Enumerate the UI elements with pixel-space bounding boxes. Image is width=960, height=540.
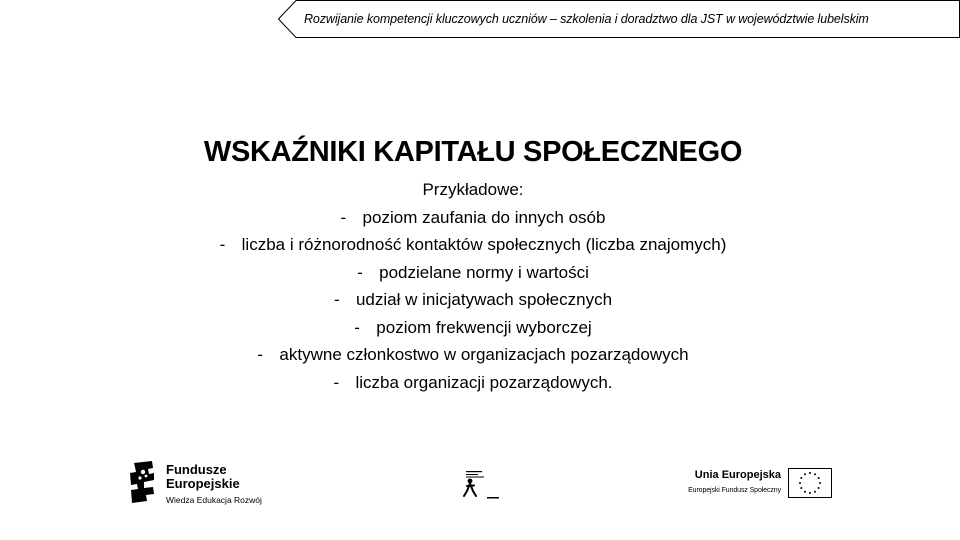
fe-name-line1: Fundusze <box>166 462 227 477</box>
fe-stars-logo-icon <box>128 460 158 504</box>
ue-logo-text <box>676 469 781 496</box>
slide-content <box>0 176 946 396</box>
list-item-text: udział w inicjatywach społecznych <box>355 290 613 309</box>
list-item <box>0 231 946 259</box>
bullet-dash: - <box>219 235 226 254</box>
center-logo <box>455 461 505 505</box>
bullet-dash: - <box>354 317 360 337</box>
slide-title: WSKAŹNIKI KAPITAŁU SPOŁECZNEGO <box>203 136 743 168</box>
list-item-text: aktywne członkostwo w organizacjach pozarządowych <box>279 345 689 364</box>
footer-logos <box>0 455 960 515</box>
fe-subtitle: Wiedza Edukacja Rozwój <box>166 495 262 505</box>
bullet-dash: - <box>357 262 363 282</box>
ue-name: Unia Europejska <box>694 469 781 481</box>
header-banner <box>278 0 960 38</box>
eu-flag-icon <box>788 468 832 498</box>
list-item-text: liczba i różnorodność kontaktów społecznych (liczba znajomych) <box>241 235 727 254</box>
ue-subtitle: Europejski Fundusz Społeczny <box>688 487 781 494</box>
fe-name-line2: Europejskie <box>166 476 240 491</box>
list-item <box>0 259 946 287</box>
list-item-text: poziom zaufania do innych osób <box>362 207 606 227</box>
list-item <box>0 314 946 342</box>
fe-logo-text <box>166 463 262 506</box>
bullet-dash: - <box>333 290 340 309</box>
list-item <box>0 341 946 369</box>
bullet-dash: - <box>333 372 340 392</box>
list-item-text: podzielane normy i wartości <box>379 262 589 282</box>
bullet-dash: - <box>340 207 347 227</box>
list-item <box>0 369 946 397</box>
header-banner-text: Rozwijanie kompetencji kluczowych uczniów – szkolenia i doradztwo dla JST w województwie lubelskim <box>304 12 869 26</box>
stick-figure-logo-icon <box>455 461 505 505</box>
list-item <box>0 204 946 232</box>
bullet-dash: - <box>257 345 264 364</box>
intro-text: Przykładowe: <box>422 180 524 199</box>
list-item <box>0 286 946 314</box>
list-item-text: poziom frekwencji wyborczej <box>376 317 592 337</box>
list-item-text: liczba organizacji pozarządowych. <box>355 372 613 392</box>
